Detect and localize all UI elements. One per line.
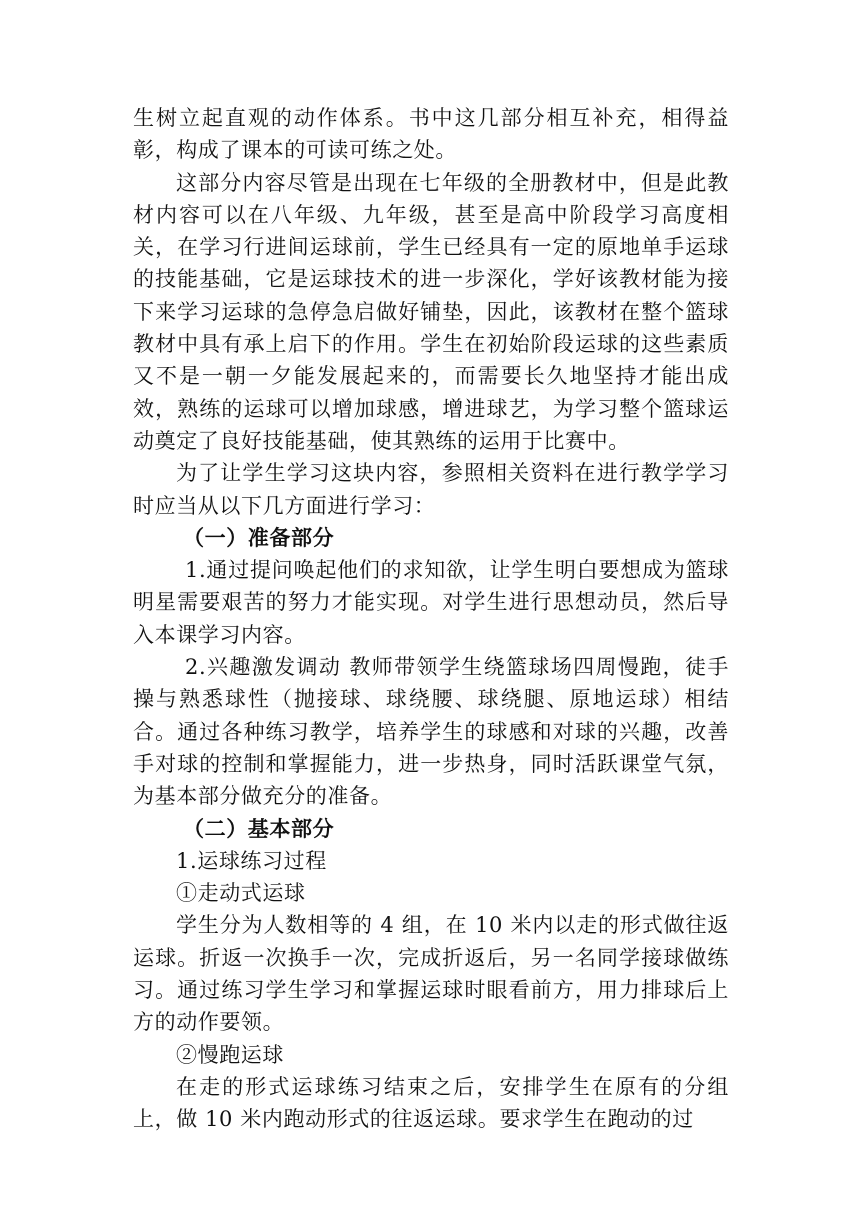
paragraph: 生树立起直观的动作体系。书中这几部分相互补充，相得益彰，构成了课本的可读可练之处。 [133, 106, 729, 163]
paragraph: 为了让学生学习这块内容，参照相关资料在进行教学学习时应当从以下几方面进行学习： [133, 461, 729, 518]
subheading: 1.运球练习过程 [176, 848, 327, 873]
subheading: ①走动式运球 [176, 881, 306, 906]
paragraph: 2.兴趣激发调动 教师带领学生绕篮球场四周慢跑，徒手操与熟悉球性（抛接球、球绕腰、球绕腿、原地运球）相结合。通过各种练习教学，培养学生的球感和对球的兴趣，改善手对球的控制和掌握能力，进一步热身，同时活跃课堂气氛，为基本部分做充分的准备。 [133, 655, 729, 809]
paragraph: 1.通过提问唤起他们的求知欲，让学生明白要想成为篮球明星需要艰苦的努力才能实现。对学生进行思想动员，然后导入本课学习内容。 [133, 558, 729, 647]
paragraph: 这部分内容尽管是出现在七年级的全册教材中，但是此教材内容可以在八年级、九年级，甚至是高中阶段学习高度相关，在学习行进间运球前，学生已经具有一定的原地单手运球的技能基础，它是运球技术的进一步深化，学好该教材能为接下来学习运球的急停急启做好铺垫，因此，该教材在整个篮球教材中具有承上启下的作用。学生在初始阶段运球的这些素质又不是一朝一夕能发展起来的，而需要长久地坚持才能出成效，熟练的运球可以增加球感，增进球艺，为学习整个篮球运动奠定了良好技能基础，使其熟练的运用于比赛中。 [133, 170, 729, 453]
subheading: ②慢跑运球 [176, 1042, 284, 1067]
document-body [133, 102, 729, 1136]
paragraph: 学生分为人数相等的 4 组，在 10 米内以走的形式做往返运球。折返一次换手一次，完成折返后，另一名同学接球做练习。通过练习学生学习和掌握运球时眼看前方，用力排球后上方的动作要领。 [133, 913, 729, 1035]
section-heading: （一）准备部分 [183, 525, 335, 550]
section-heading: （二）基本部分 [183, 816, 335, 841]
paragraph: 在走的形式运球练习结束之后，安排学生在原有的分组上，做 10 米内跑动形式的往返运球。要求学生在跑动的过 [133, 1074, 729, 1132]
